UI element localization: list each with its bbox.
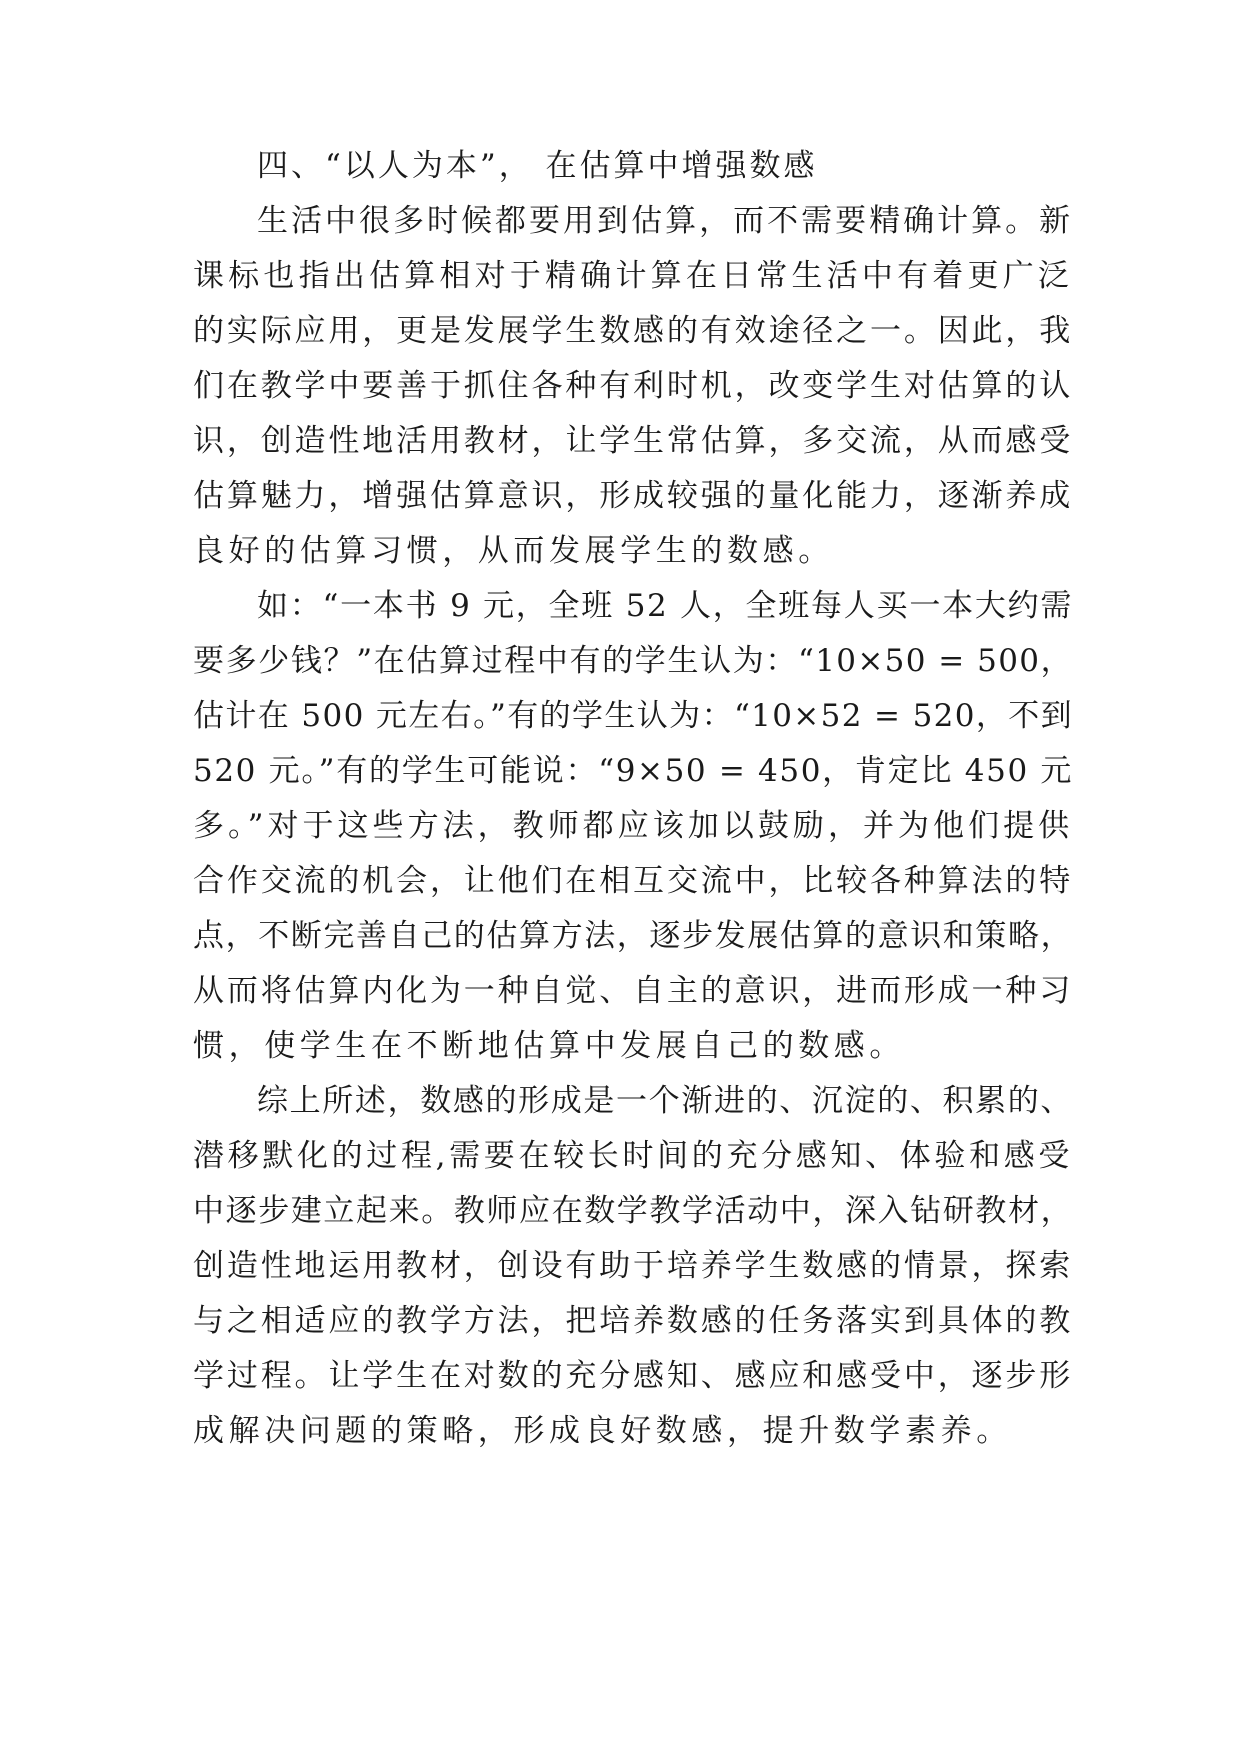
paragraph-2-line-3: 估计在 500 元左右。”有的学生认为：“10×52 = 520，不到 <box>193 698 1073 734</box>
paragraph-3-line-1: 综上所述，数感的形成是一个渐进的、沉淀的、积累的、 <box>257 1083 1073 1119</box>
paragraph-1-line-3: 的实际应用，更是发展学生数感的有效途径之一。因此，我 <box>193 313 1074 349</box>
paragraph-3-line-4: 创造性地运用教材，创设有助于培养学生数感的情景，探索 <box>193 1248 1074 1284</box>
paragraph-2-line-5: 多。”对于这些方法，教师都应该加以鼓励，并为他们提供 <box>193 808 1073 844</box>
paragraph-1-line-2: 课标也指出估算相对于精确计算在日常生活中有着更广泛 <box>193 258 1073 294</box>
paragraph-2-line-1: 如：“一本书 9 元，全班 52 人，全班每人买一本大约需 <box>257 588 1073 624</box>
paragraph-2-line-8: 从而将估算内化为一种自觉、自主的意识，进而形成一种习 <box>193 973 1074 1009</box>
paragraph-3-line-2: 潜移默化的过程,需要在较长时间的充分感知、体验和感受 <box>193 1138 1073 1174</box>
paragraph-1-line-5: 识，创造性地活用教材，让学生常估算，多交流，从而感受 <box>193 423 1074 459</box>
paragraph-2-line-9: 惯，使学生在不断地估算中发展自己的数感。 <box>193 1028 905 1064</box>
section-heading: 四、“以人为本”， 在估算中增强数感 <box>257 148 818 184</box>
paragraph-3-line-3: 中逐步建立起来。教师应在数学教学活动中，深入钻研教材， <box>193 1193 1074 1229</box>
paragraph-2-line-4: 520 元。”有的学生可能说：“9×50 = 450，肯定比 450 元 <box>193 753 1073 789</box>
paragraph-2-line-6: 合作交流的机会，让他们在相互交流中，比较各种算法的特 <box>193 863 1074 899</box>
paragraph-1-line-4: 们在教学中要善于抓住各种有利时机，改变学生对估算的认 <box>193 368 1074 404</box>
paragraph-1-line-1: 生活中很多时候都要用到估算，而不需要精确计算。新 <box>257 203 1073 239</box>
paragraph-3-line-6: 学过程。让学生在对数的充分感知、感应和感受中，逐步形 <box>193 1358 1074 1394</box>
paragraph-2-line-7: 点，不断完善自己的估算方法，逐步发展估算的意识和策略， <box>193 918 1074 954</box>
paragraph-1-line-7: 良好的估算习惯，从而发展学生的数感。 <box>193 533 834 569</box>
paragraph-1-line-6: 估算魅力，增强估算意识，形成较强的量化能力，逐渐养成 <box>193 478 1074 514</box>
paragraph-2-line-2: 要多少钱？”在估算过程中有的学生认为：“10×50 = 500， <box>193 643 1073 679</box>
paragraph-3-line-5: 与之相适应的教学方法，把培养数感的任务落实到具体的教 <box>193 1303 1074 1339</box>
paragraph-3-line-7: 成解决问题的策略，形成良好数感，提升数学素养。 <box>193 1413 1012 1449</box>
